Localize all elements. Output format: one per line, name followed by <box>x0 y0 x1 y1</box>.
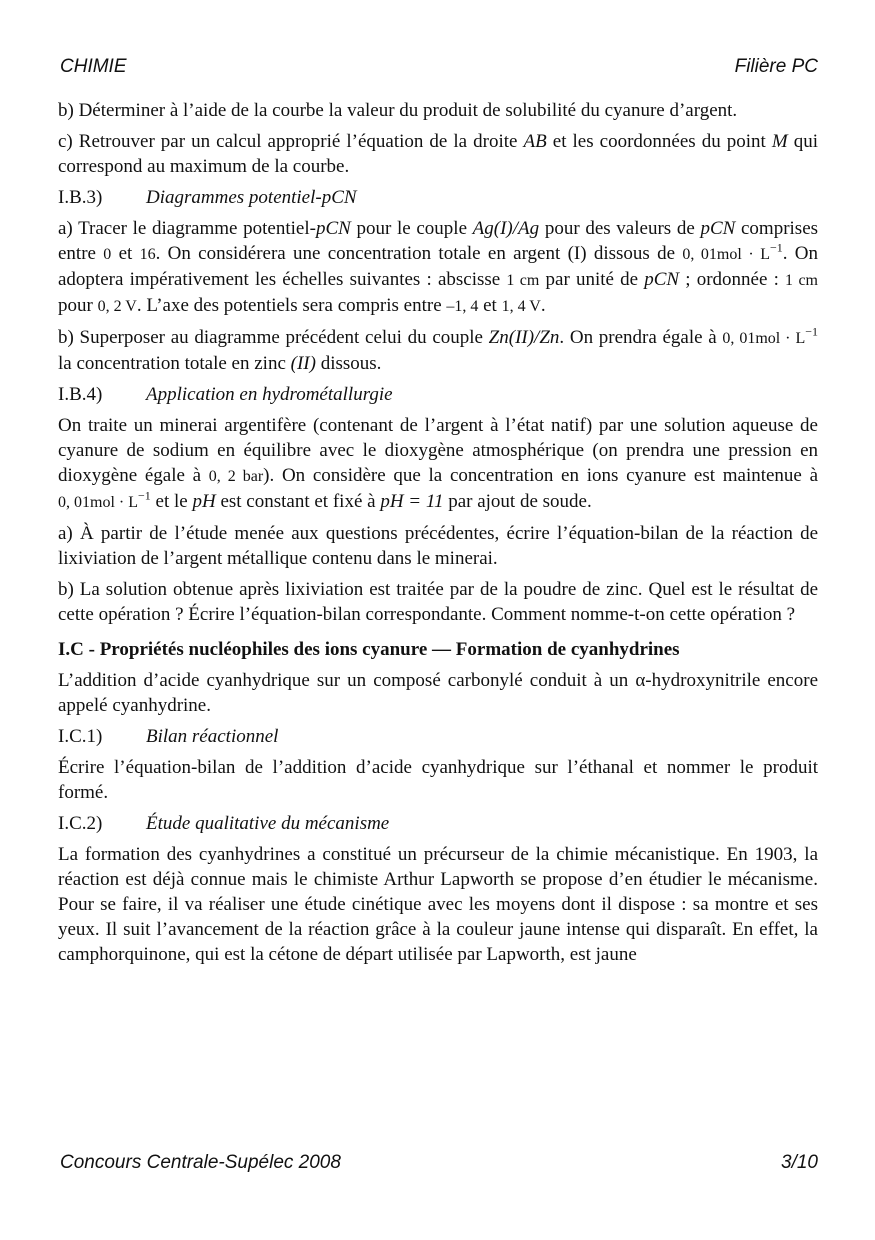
paragraph-cyanhydrin-intro: L’addition d’acide cyanhydrique sur un composé carbonylé conduit à un α-hydroxynitrile encore appelé cyanhydrine. <box>58 670 818 716</box>
question-b-solubility: b) Déterminer à l’aide de la courbe la valeur du produit de solubilité du cyanure d’argent. <box>58 100 738 121</box>
page-header <box>60 56 818 78</box>
question-b-zinc: b) Superposer au diagramme précédent celui du couple Zn(II)/Zn. On prendra égale à 0, $01mol \cdot L^{-1}$ la concentration totale en zinc (II) dissous. <box>58 324 818 374</box>
paragraph-balance: Écrire l’équation-bilan de l’addition d’acide cyanhydrique sur l’éthanal et nommer le produit formé. <box>58 757 818 803</box>
footer-contest: Concours Centrale-Supélec 2008 <box>60 1152 341 1173</box>
subsection-title: Étude qualitative du mécanisme <box>146 813 390 834</box>
subsection-title: Bilan réactionnel <box>146 726 279 747</box>
section-ic-title: I.C - Propriétés nucléophiles des ions cyanure — Formation de cyanhydrines <box>58 639 680 660</box>
subsection-ic1 <box>58 724 818 749</box>
header-subject: CHIMIE <box>60 56 127 77</box>
subsection-number: I.B.4) <box>58 384 103 405</box>
subsection-title: Diagrammes potentiel- <box>146 187 322 208</box>
page-body <box>58 98 818 973</box>
subsection-number: I.C.2) <box>58 813 103 834</box>
subsection-ib4 <box>58 382 818 407</box>
subsection-ic2 <box>58 811 818 836</box>
paragraph-mechanism: La formation des cyanhydrines a constitué un précurseur de la chimie mécanistique. En 1903, la réaction est déjà connue mais le chimiste Arthur Lapworth se propose d’en étudier le mécanisme. Pour se faire, il va réaliser une étude cinétique avec les moyens dont il dispose : sa montre et ses yeux. Il suit l’avancement de la réaction grâce à la couleur jaune intense qui disparaît. En effet, la camphorquinone, qui est la cétone de départ utilisée par Lapworth, est jaune <box>58 844 818 965</box>
page-footer <box>60 1152 818 1174</box>
subsection-title: Application en hydrométallurgie <box>146 384 393 405</box>
page-number: 3/10 <box>781 1152 818 1173</box>
question-c-line: c) Retrouver par un calcul approprié l’équation de la droite AB et les coordonnées du point M qui correspond au maximum de la courbe. <box>58 131 819 177</box>
question-a-diagram: a) Tracer le diagramme potentiel-pCN pour le couple Ag(I)/Ag pour des valeurs de pCN comprises entre 0 et 16. On considérera une concentration totale en argent (I) dissous de 0, $01mol \cdot L^{-1}$. On adoptera impérativement les échelles suivantes : abscisse 1 cm par unité de pCN ; ordonnée : 1 cm pour 0, 2 V. L’axe des potentiels sera compris entre –1, 4 et 1, 4 V. <box>58 218 819 316</box>
paragraph-hydrometallurgy: On traite un minerai argentifère (contenant de l’argent à l’état natif) par une solution aqueuse de cyanure de sodium en équilibre avec le dioxygène atmosphérique (on prendra une pression en dioxygène égale à 0, 2 bar). On considère que la concentration en ions cyanure est maintenue à 0, $01mol \cdot L^{-1}$ et le pH est constant et fixé à pH = 11 par ajout de soude. <box>58 415 819 512</box>
subsection-number: I.C.1) <box>58 726 103 747</box>
header-track: Filière PC <box>734 56 818 77</box>
question-a-lixiviation: a) À partir de l’étude menée aux questions précédentes, écrire l’équation-bilan de la réaction de lixiviation de l’argent métallique contenu dans le minerai. <box>58 523 818 569</box>
subsection-number: I.B.3) <box>58 187 103 208</box>
subsection-ib3: I.B.3) Diagrammes potentiel-pCN <box>58 187 357 208</box>
question-b-zinc-powder: b) La solution obtenue après lixiviation est traitée par de la poudre de zinc. Quel est le résultat de cette opération ? Écrire l’équation-bilan correspondante. Comment nomme-t-on cette opération ? <box>58 579 818 625</box>
